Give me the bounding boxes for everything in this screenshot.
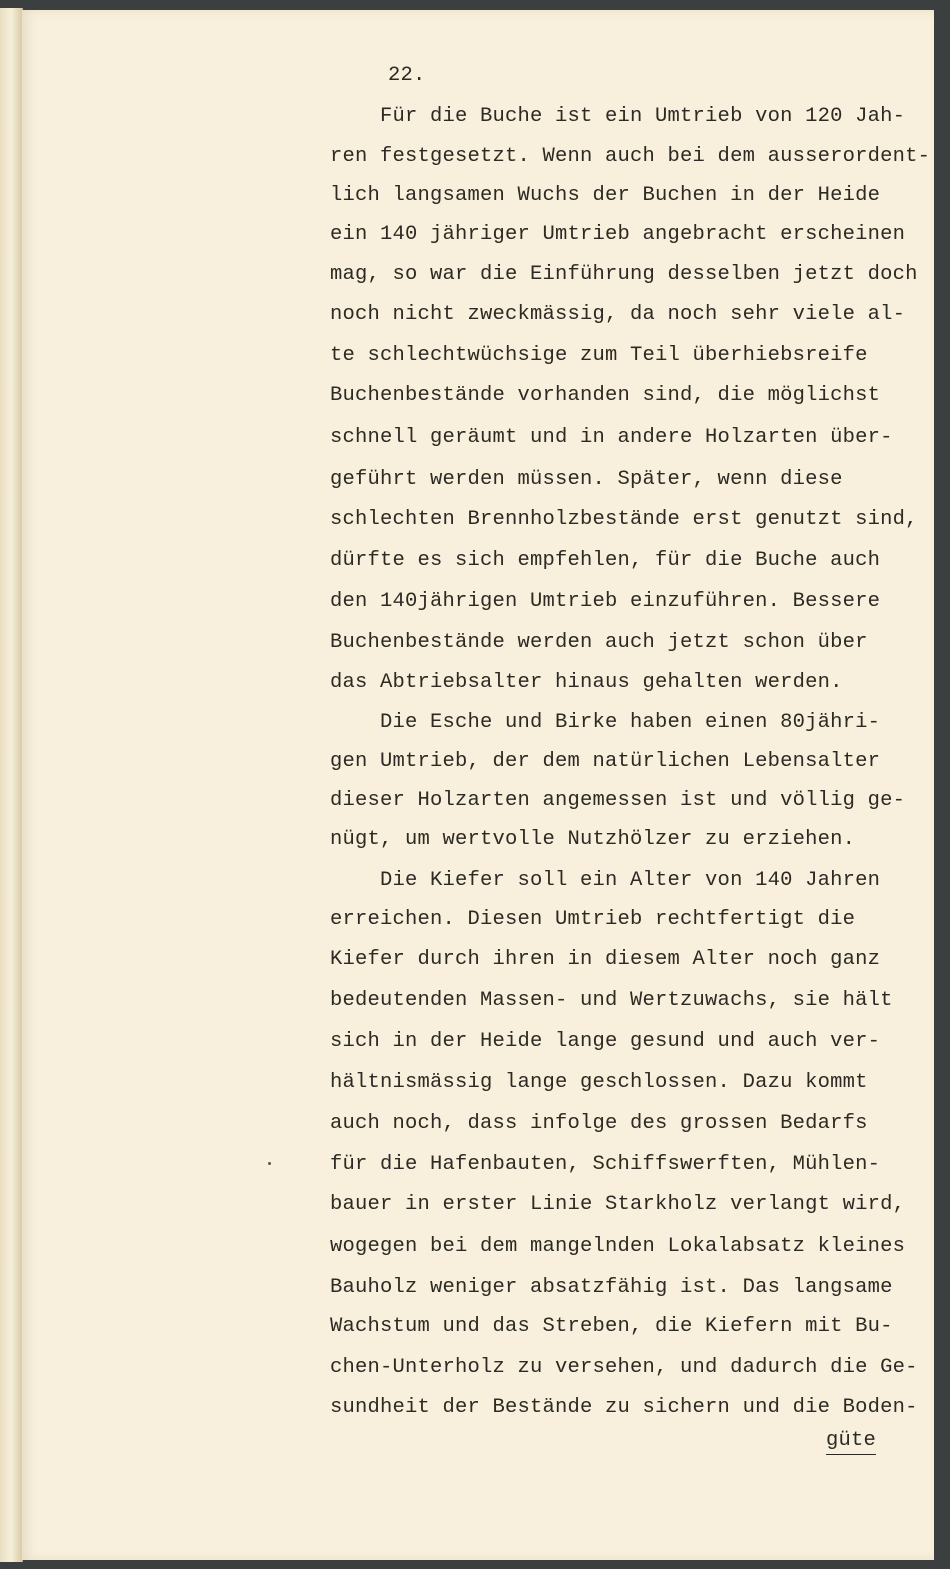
text-line: Für die Buche ist ein Umtrieb von 120 Jah- bbox=[330, 105, 906, 128]
ink-speck bbox=[268, 1162, 271, 1165]
text-line: Kiefer durch ihren in diesem Alter noch ganz bbox=[330, 948, 881, 971]
text-line: für die Hafenbauten, Schiffswerften, Mühlen- bbox=[330, 1153, 881, 1176]
text-line: den 140jährigen Umtrieb einzuführen. Bessere bbox=[330, 590, 881, 613]
text-line: erreichen. Diesen Umtrieb rechtfertigt die bbox=[330, 908, 856, 931]
text-line: geführt werden müssen. Später, wenn diese bbox=[330, 468, 843, 491]
text-line: dieser Holzarten angemessen ist und völlig ge- bbox=[330, 789, 906, 812]
page-number: 22. bbox=[388, 64, 426, 87]
text-line: chen-Unterholz zu versehen, und dadurch die Ge- bbox=[330, 1356, 918, 1379]
text-line: bauer in erster Linie Starkholz verlangt wird, bbox=[330, 1193, 906, 1216]
text-line: noch nicht zweckmässig, da noch sehr viele al- bbox=[330, 303, 906, 326]
text-line: Wachstum und das Streben, die Kiefern mit Bu- bbox=[330, 1315, 893, 1338]
text-line: te schlechtwüchsige zum Teil überhiebsreife bbox=[330, 344, 868, 367]
text-line: auch noch, dass infolge des grossen Bedarfs bbox=[330, 1112, 868, 1135]
book-spine bbox=[0, 8, 23, 1562]
text-line: sundheit der Bestände zu sichern und die Boden- bbox=[330, 1396, 918, 1419]
text-line: ein 140 jähriger Umtrieb angebracht erscheinen bbox=[330, 223, 906, 246]
text-line: das Abtriebsalter hinaus gehalten werden. bbox=[330, 671, 843, 694]
text-line: hältnismässig lange geschlossen. Dazu kommt bbox=[330, 1071, 868, 1094]
text-line: ren festgesetzt. Wenn auch bei dem ausserordent- bbox=[330, 145, 931, 168]
text-line: bedeutenden Massen- und Wertzuwachs, sie hält bbox=[330, 989, 893, 1012]
text-line: schnell geräumt und in andere Holzarten über- bbox=[330, 426, 893, 449]
document-page bbox=[22, 10, 934, 1560]
text-line: nügt, um wertvolle Nutzhölzer zu erziehen. bbox=[330, 828, 856, 851]
text-line: Bauholz weniger absatzfähig ist. Das langsame bbox=[330, 1276, 893, 1299]
text-line: gen Umtrieb, der dem natürlichen Lebensalter bbox=[330, 750, 881, 773]
text-line: schlechten Brennholzbestände erst genutzt sind, bbox=[330, 508, 918, 531]
text-line: Die Esche und Birke haben einen 80jähri- bbox=[330, 711, 881, 734]
text-line: wogegen bei dem mangelnden Lokalabsatz kleines bbox=[330, 1235, 906, 1258]
text-line: dürfte es sich empfehlen, für die Buche auch bbox=[330, 549, 881, 572]
text-line: lich langsamen Wuchs der Buchen in der Heide bbox=[330, 184, 881, 207]
text-line: Buchenbestände vorhanden sind, die möglichst bbox=[330, 384, 881, 407]
text-line: sich in der Heide lange gesund und auch ver- bbox=[330, 1030, 881, 1053]
text-line: Die Kiefer soll ein Alter von 140 Jahren bbox=[330, 869, 881, 892]
text-line: mag, so war die Einführung desselben jetzt doch bbox=[330, 263, 918, 286]
text-line: Buchenbestände werden auch jetzt schon über bbox=[330, 631, 868, 654]
catchword: güte bbox=[826, 1428, 876, 1455]
